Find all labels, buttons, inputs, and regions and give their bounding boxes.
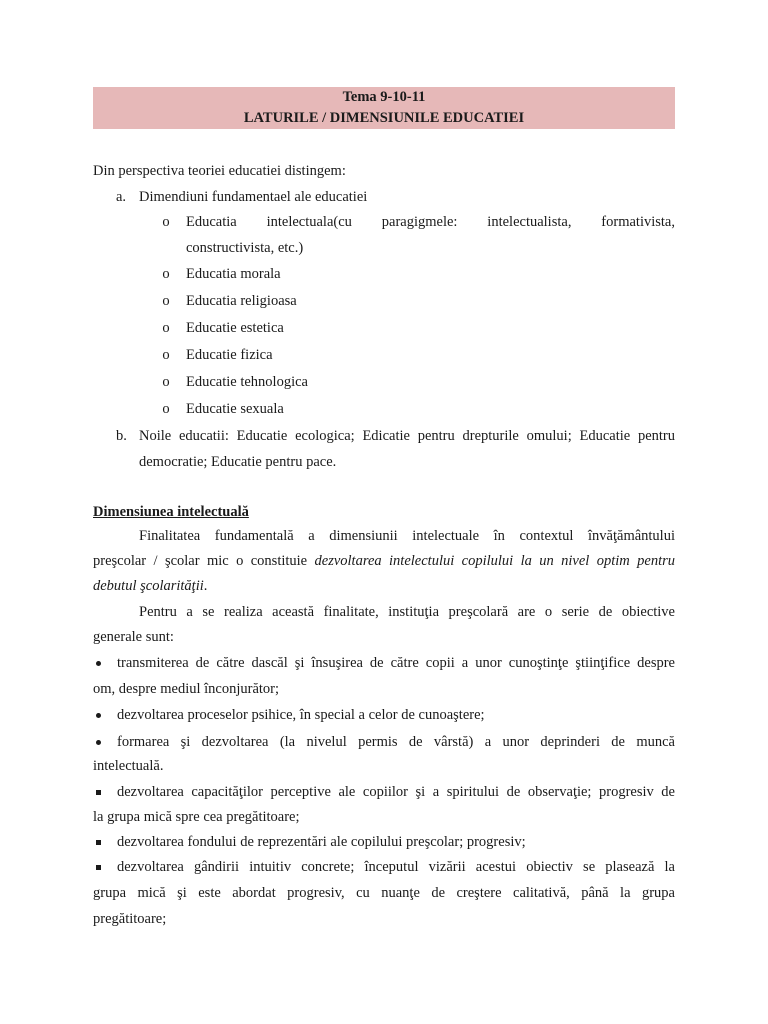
bullet-item-line: intelectuală. <box>93 758 164 774</box>
emphasized-text: dezvoltarea intelectului copilului la un nivel optim pentru <box>314 553 675 569</box>
sub-bullet-marker: o <box>162 401 170 417</box>
bullet-item-line: dezvoltarea gândirii intuitiv concrete; începutul vizării acestui obiectiv se plasează la <box>117 859 675 875</box>
sub-bullet-marker: o <box>162 320 170 336</box>
list-item: Educatie tehnologica <box>186 374 308 390</box>
bullet-item-line: transmiterea de către dascăl şi însuşirea de către copii a unor cunoştinţe ştiinţifice despre <box>117 655 675 671</box>
emphasized-text: debutul şcolarităţii <box>93 578 204 594</box>
sub-bullet-marker: o <box>162 214 170 230</box>
title-banner <box>93 87 675 129</box>
sub-bullet-marker: o <box>162 374 170 390</box>
list-a-marker: a. <box>116 189 127 205</box>
word: paragigmele: <box>381 214 458 230</box>
sub-bullet-marker: o <box>162 293 170 309</box>
paragraph-text: preşcolar / şcolar mic o constituie <box>93 553 315 569</box>
word: intelectualista, <box>487 214 572 230</box>
topic-number: Tema 9-10-11 <box>342 89 426 105</box>
bullet-item-line: dezvoltarea fondului de reprezentări ale copilului preşcolar; progresiv; <box>117 834 526 850</box>
word: Educatia <box>186 214 237 230</box>
bullet-item-line: la grupa mică spre cea pregătitoare; <box>93 809 300 825</box>
page-title: LATURILE / DIMENSIUNILE EDUCATIEI <box>243 110 525 126</box>
list-b-marker: b. <box>116 428 127 444</box>
list-item: Educatie sexuala <box>186 401 284 417</box>
bullet-item-line: dezvoltarea capacităţilor perceptive ale copiilor şi a spiritului de observaţie; progresiv de <box>117 784 675 800</box>
bullet-item-line: formarea şi dezvoltarea (la nivelul permis de vârstă) a unor deprinderi de muncă <box>117 734 675 750</box>
sub-bullet-marker: o <box>162 347 170 363</box>
list-item-continuation: constructivista, etc.) <box>186 240 304 256</box>
list-b-text-line2: democratie; Educatie pentru pace. <box>139 454 337 470</box>
round-bullet-icon <box>93 706 103 724</box>
bullet-item-line: om, despre mediul înconjurător; <box>93 681 280 697</box>
intro-text: Din perspectiva teoriei educatiei distingem: <box>93 163 346 179</box>
bullet-item-line: grupa mică şi este abordat progresiv, cu nuanţe de creştere calitativă, până la grupa <box>93 885 675 901</box>
paragraph-2-line-2: generale sunt: <box>93 629 174 645</box>
bullet-item-line: dezvoltarea proceselor psihice, în special a celor de cunoaştere; <box>117 707 485 723</box>
bullet-item-line: pregătitoare; <box>93 911 167 927</box>
paragraph-1-line-3 <box>93 577 207 595</box>
paragraph-2-line-1: Pentru a se realiza această finalitate, instituţia preşcolară are o serie de obiective <box>139 604 675 620</box>
list-b-text-line1: Noile educatii: Educatie ecologica; Edicatie pentru drepturile omului; Educatie pentru <box>139 428 675 444</box>
round-bullet-icon <box>93 733 103 751</box>
list-a-text: Dimendiuni fundamentael ale educatiei <box>139 189 368 205</box>
paragraph-text: . <box>203 578 208 594</box>
word: intelectuala(cu <box>266 214 352 230</box>
list-item: Educatie estetica <box>186 320 284 336</box>
list-item-educatia-intelectuala <box>186 213 675 231</box>
list-item: Educatie fizica <box>186 347 273 363</box>
paragraph-1-line-2 <box>93 552 675 570</box>
sub-bullet-marker: o <box>162 266 170 282</box>
list-item: Educatia religioasa <box>186 293 297 309</box>
list-item: Educatia morala <box>186 266 281 282</box>
square-bullet-icon <box>93 833 103 851</box>
square-bullet-icon <box>93 783 103 801</box>
section-heading: Dimensiunea intelectuală <box>93 504 249 520</box>
paragraph-1-line-1: Finalitatea fundamentală a dimensiunii intelectuale în contextul învăţământului <box>139 528 675 544</box>
word: formativista, <box>601 214 675 230</box>
square-bullet-icon <box>93 858 103 876</box>
round-bullet-icon <box>93 654 103 672</box>
